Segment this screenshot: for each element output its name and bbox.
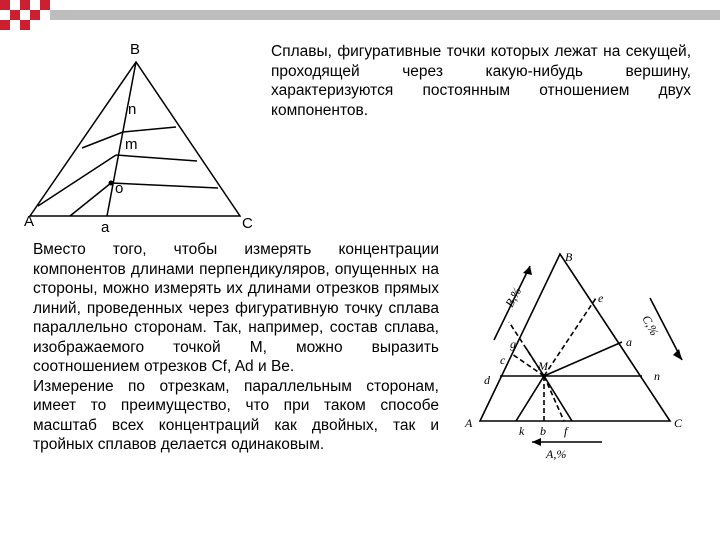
label-n: n xyxy=(128,101,137,118)
intro-paragraph xyxy=(271,42,691,120)
label2-d: d xyxy=(484,373,490,387)
label2-A: A xyxy=(465,416,473,430)
label2-a: a xyxy=(626,335,632,349)
label2-e: e xyxy=(598,291,604,305)
label2-n: n xyxy=(654,369,660,383)
label2-c: c xyxy=(500,353,506,367)
label-B: B xyxy=(130,41,141,58)
label2-B: B xyxy=(565,250,573,264)
label-A: A xyxy=(24,213,35,230)
triangle-diagram-secant xyxy=(10,36,272,236)
label2-C: C xyxy=(674,416,683,430)
label-m: m xyxy=(125,136,138,153)
main-paragraph xyxy=(33,240,439,455)
label-o: o xyxy=(115,180,124,197)
label2-g: g xyxy=(510,337,516,351)
axis-label-B: B,% xyxy=(502,284,525,310)
intro-text: Сплавы, фигуративные точки которых лежат на секущей, проходящей через какую-нибудь вершину, характеризуются постоянным отношением двух компонентов. xyxy=(271,43,691,119)
main-text-2: Измерение по отрезкам, параллельным сторонам, имеет то преимущество, что при таком способе масштаб всех концентраций как двойных, так и тройных сплавов делается одинаковым. xyxy=(33,377,439,453)
label2-k: k xyxy=(519,424,525,438)
axis-label-C: C,% xyxy=(639,312,662,338)
label-C: C xyxy=(242,215,253,232)
slide-decoration xyxy=(0,0,720,32)
triangle-diagram-parallel xyxy=(452,238,702,468)
label-a: a xyxy=(101,219,110,236)
label2-b: b xyxy=(540,424,546,438)
label2-f: f xyxy=(564,424,568,438)
main-text-1: Вместо того, чтобы измерять концентрации компонентов длинами перпендикуляров, опущенных на стороны, можно измерять их длинами отрезков прямых линий, проведенных через фигуративную точку сплава параллельно сторонам. Так, например, состав сплава, изображаемого точкой М, можно выразить соотношением отрезков Cf, Ad и Be. xyxy=(33,241,439,375)
label2-M: M xyxy=(538,359,548,373)
axis-label-A: A,% xyxy=(546,447,567,461)
